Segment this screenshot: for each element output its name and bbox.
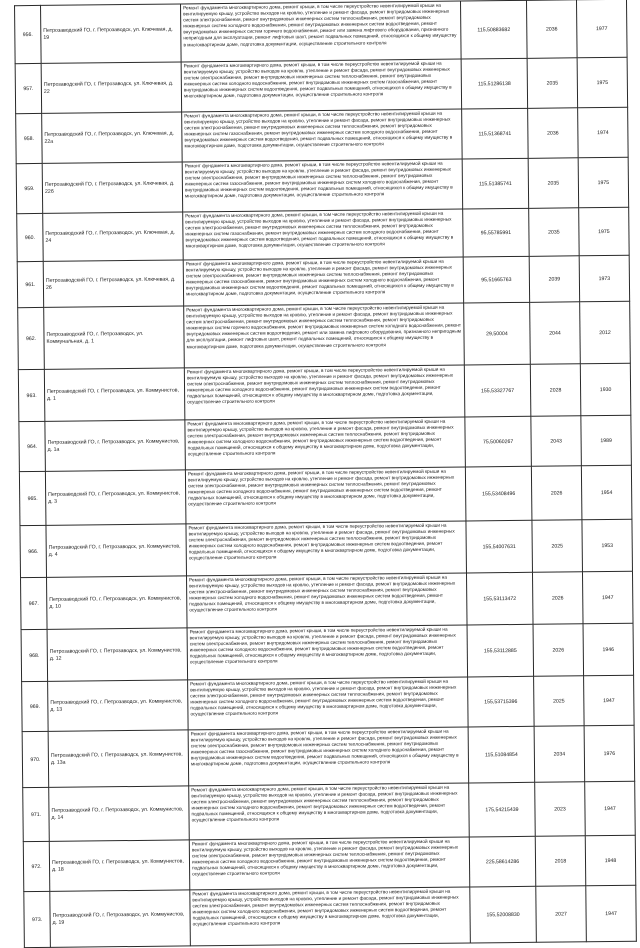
table-row <box>18 363 631 421</box>
planned-year-cell: 2043 <box>531 416 582 467</box>
cost-cell: 95,55785991 <box>463 208 529 257</box>
table-row <box>19 465 632 525</box>
cost-cell: 115,51286138 <box>461 58 528 109</box>
works-description-cell: Ремонт фундамента многоквартирного дома, ремонт крыши, в том числе переустройство невентилируемой крыши на вентилируемую крышу, устройство выходов на кровлю, утепление и ремонт фасада, ремонт внутридомовых инженерных систем электроснабжения, ремонт внутридомовых инженерных систем теплоснабжения, ремонт внутридомовых инженерных систем холодного водоснабжения, ремонт внутридомовых инженерных систем газоснабжения, ремонт внутридомовых инженерных систем водоотведения, ремонт подвальных помещений, относящихся к общему имуществу в многоквартирном доме, подготовка документации, осуществление строительного контроля <box>181 59 462 112</box>
cost-cell: 115,51368741 <box>462 108 529 159</box>
cost-cell: 29,50004 <box>464 302 531 365</box>
planned-year-cell: 2027 <box>536 886 587 943</box>
works-description-cell: Ремонт фундамента многоквартирного дома, ремонт крыши, в том числе переустройство невентилируемой крыши на вентилируемую крышу, устройство выходов на кровлю, утепление и ремонт фасада, ремонт внутридомовых инженерных систем электроснабжения, ремонт внутридомовых инженерных систем теплоснабжения, ремонт внутридомовых инженерных систем холодного водоснабжения, ремонт внутридомовых инженерных систем водоотведения, ремонт подвальных помещений, относящихся к общему имуществу в многоквартирном доме, подготовка документации, осуществление строительного контроля <box>185 467 466 524</box>
planned-year-cell: 2023 <box>535 782 586 837</box>
row-number: 960. <box>17 213 44 261</box>
works-description-cell: Ремонт фундамента многоквартирного дома, ремонт крыши, в том числе переустройство невентилируемой крыши на вентилируемую крышу, устройство выходов на кровлю, утепление и ремонт фасада, ремонт внутридомовых инженерных систем электроснабжения, ремонт внутридомовых инженерных систем теплоснабжения, ремонт внутридомовых инженерных систем холодного водоснабжения, ремонт внутридомовых инженерных систем водоотведения, ремонт внутридомовых инженерных систем горячего водоснабжения, ремонт или замена лифтового оборудования, признанного непригодным для эксплуатации, ремонт лифтовых шахт, ремонт подвальных помещений, относящихся к общему имуществу в многоквартирном доме, подготовка документации, осуществление строительного контроля <box>181 1 462 62</box>
address-cell: Петрозаводский ГО, г. Петрозаводск, ул. Коммунистов, д. 13а <box>48 730 189 787</box>
built-year-cell: 1947 <box>586 885 637 942</box>
works-description-cell: Ремонт фундамента многоквартирного дома, ремонт крыши, в том числе переустройство невентилируемой крыши на вентилируемую крышу, устройство выходов на кровлю, утепление и ремонт фасада, ремонт внутридомовых инженерных систем электроснабжения, ремонт внутридомовых инженерных систем теплоснабжения, ремонт внутридомовых инженерных систем холодного водоснабжения, ремонт внутридомовых инженерных систем водоотведения, ремонт подвальных помещений, относящихся к общему имуществу в многоквартирном доме, подготовка документации, осуществление строительного контроля <box>187 573 468 628</box>
table-row <box>21 571 634 629</box>
built-year-cell: 1989 <box>581 415 632 466</box>
works-description-cell: Ремонт фундамента многоквартирного дома, ремонт крыши, в том числе переустройство невентилируемой крыши на вентилируемую крышу, устройство выходов на кровлю, утепление и ремонт фасада, ремонт внутридомовых инженерных систем электроснабжения, ремонт внутридомовых инженерных систем теплоснабжения, ремонт внутридомовых инженерных систем газоснабжения, ремонт внутридомовых инженерных систем холодного водоснабжения, ремонт внутридомовых инженерных систем водоотведения, ремонт подвальных помещений, относящихся к общему имуществу в многоквартирном доме, подготовка документации, осуществление строительного контроля <box>183 257 463 306</box>
row-number: 959. <box>16 163 43 213</box>
built-year-cell: 1946 <box>583 623 634 676</box>
built-year-cell: 2012 <box>580 301 631 364</box>
row-number: 964. <box>19 421 46 471</box>
planned-year-cell: 2036 <box>528 108 579 159</box>
built-year-cell: 1954 <box>581 465 632 520</box>
built-year-cell: 1976 <box>584 725 635 782</box>
cost-cell: 155,54007631 <box>466 520 533 573</box>
address-cell: Петрозаводский ГО, г. Петрозаводск, ул. Ключевая, д. 19 <box>41 4 182 63</box>
built-year-cell: 1953 <box>582 519 633 572</box>
cost-cell: 95,51665763 <box>463 256 529 303</box>
works-description-cell: Ремонт фундамента многоквартирного дома, ремонт крыши, в том числе переустройство невентилируемой крыши на вентилируемую крышу, устройство выходов на кровлю, утепление и ремонт фасада, ремонт внутридомовых инженерных систем электроснабжения, ремонт внутридомовых инженерных систем теплоснабжения, ремонт внутридомовых инженерных систем горячего водоснабжения, ремонт внутридомовых инженерных систем холодного водоснабжения, ремонт внутридомовых инженерных систем водоотведения, ремонт или замена лифтового оборудования, признанного непригодным для эксплуатации, ремонт лифтовых шахт, ремонт подвальных помещений, относящихся к общему имуществу в многоквартирном доме, подготовка документации, осуществление строительного контроля <box>184 303 465 368</box>
row-number: 968. <box>21 629 48 681</box>
built-year-cell: 1975 <box>578 157 629 208</box>
address-cell: Петрозаводский ГО, г. Петрозаводск, ул. Ключевая, д. 22а <box>42 112 183 163</box>
row-number: 962. <box>18 307 45 369</box>
row-number: 957. <box>15 63 42 113</box>
built-year-cell: 1973 <box>579 255 629 302</box>
row-number: 961. <box>17 261 43 307</box>
planned-year-cell: 2039 <box>529 256 579 303</box>
address-cell: Петрозаводский ГО, г. Петрозаводск, ул. Коммунистов, д. 1а <box>45 420 186 471</box>
row-number: 966. <box>20 525 47 577</box>
capital-repair-table <box>14 0 637 948</box>
works-description-cell: Ремонт фундамента многоквартирного дома, ремонт крыши, в том числе переустройство невентилируемой крыши на вентилируемую крышу, устройство выходов на кровлю, утепление и ремонт фасада, ремонт внутридомовых инженерных систем электроснабжения, ремонт внутридомовых инженерных систем теплоснабжения, ремонт внутридомовых инженерных систем холодного водоснабжения, ремонт внутридомовых инженерных систем водоотведения, ремонт подвальных помещений, относящихся к общему имуществу в многоквартирном доме, подготовка документации, осуществление строительного контроля <box>187 625 468 680</box>
works-description-cell: Ремонт фундамента многоквартирного дома, ремонт крыши, в том числе переустройство невентилируемой крыши на вентилируемую крышу, устройство выходов на кровлю, утепление и ремонт фасада, ремонт внутридомовых инженерных систем электроснабжения, ремонт внутридомовых инженерных систем теплоснабжения, ремонт внутридомовых инженерных систем холодного водоснабжения, ремонт внутридомовых инженерных систем водоотведения, ремонт подвальных помещений, относящихся к общему имуществу в многоквартирном доме, подготовка документации, осуществление строительного контроля <box>190 887 471 946</box>
row-number: 973. <box>24 891 51 947</box>
cost-cell: 155,53715396 <box>468 676 535 727</box>
works-description-cell: Ремонт фундамента многоквартирного дома, ремонт крыши, в том числе переустройство невентилируемой крыши на вентилируемую крышу, устройство выходов на кровлю, утепление и ремонт фасада, ремонт внутридомовых инженерных систем электроснабжения, ремонт внутридомовых инженерных систем теплоснабжения, ремонт внутридомовых инженерных систем холодного водоснабжения, ремонт внутридомовых инженерных систем водоотведения, ремонт подвальных помещений, относящихся к общему имуществу в многоквартирном доме, подготовка документации, осуществление строительного контроля <box>189 837 470 890</box>
table-row <box>19 415 631 471</box>
built-year-cell: 1947 <box>582 571 633 624</box>
table-row <box>17 255 629 307</box>
planned-year-cell: 2026 <box>531 466 582 521</box>
row-number: 971. <box>23 787 50 841</box>
planned-year-cell: 2036 <box>526 0 577 58</box>
planned-year-cell: 2028 <box>530 364 581 417</box>
row-number: 972. <box>23 841 50 891</box>
built-year-cell: 1947 <box>584 675 635 726</box>
cost-cell: 115,50883682 <box>460 0 527 59</box>
works-description-cell: Ремонт фундамента многоквартирного дома, ремонт крыши, в том числе переустройство невентилируемой крыши на вентилируемую крышу, устройство выходов на кровлю, утепление и ремонт фасада, ремонт внутридомовых инженерных систем электроснабжения, ремонт внутридомовых инженерных систем теплоснабжения, ремонт внутридомовых инженерных систем холодного водоснабжения, ремонт внутридомовых инженерных систем водоотведения, ремонт подвальных помещений, относящихся к общему имуществу в многоквартирном доме, подготовка документации, осуществление строительного контроля <box>186 521 467 576</box>
address-cell: Петрозаводский ГО, г. Петрозаводск, ул. Коммунистов, д. 4 <box>46 524 187 577</box>
row-number: 963. <box>18 369 45 421</box>
document-page <box>14 0 635 927</box>
address-cell: Петрозаводский ГО, г. Петрозаводск, ул. Ключевая, д. 22б <box>42 162 183 213</box>
address-cell: Петрозаводский ГО, г. Петрозаводск, ул. Коммунистов, д. 18 <box>49 840 190 891</box>
address-cell: Петрозаводский ГО, г. Петрозаводск, ул. Ключевая, д. 26 <box>43 260 183 307</box>
planned-year-cell: 2025 <box>532 520 583 573</box>
table-row <box>22 725 635 787</box>
table-row <box>22 675 634 731</box>
works-description-cell: Ремонт фундамента многоквартирного дома, ремонт крыши, в том числе переустройство невентилируемой крыши на вентилируемую крышу, устройство выходов на кровлю, утепление и ремонт фасада, ремонт внутридомовых инженерных систем электроснабжения, ремонт внутридомовых инженерных систем теплоснабжения, ремонт внутридомовых инженерных систем холодного водоснабжения, ремонт внутридомовых инженерных систем водоотведения, ремонт подвальных помещений, относящихся к общему имуществу в многоквартирном доме, подготовка документации, осуществление строительного контроля <box>189 783 470 840</box>
cost-cell: 155,53327767 <box>464 364 531 417</box>
table-row <box>23 835 635 891</box>
cost-cell: 155,53113472 <box>466 572 533 625</box>
table-row <box>16 107 628 163</box>
address-cell: Петрозаводский ГО, г. Петрозаводск, ул. Коммунистов, д. 3 <box>45 470 186 525</box>
cost-cell: 155,53408496 <box>465 466 532 521</box>
address-cell: Петрозаводский ГО, г. Петрозаводск, ул. Коммунистов, д. 12 <box>47 628 188 681</box>
works-description-cell: Ремонт фундамента многоквартирного дома, ремонт крыши, в том числе переустройство невентилируемой крыши на вентилируемую крышу, устройство выходов на кровлю, утепление и ремонт фасада, ремонт внутридомовых инженерных систем электроснабжения, ремонт внутридомовых инженерных систем теплоснабжения, ремонт внутридомовых инженерных систем холодного водоснабжения, ремонт внутридомовых инженерных систем водоотведения, ремонт подвальных помещений, относящихся к общему имуществу в многоквартирном доме, подготовка документации, осуществление строительного контроля <box>185 417 466 470</box>
cost-cell: 115,51385741 <box>462 158 529 209</box>
cost-cell: 75,50060267 <box>465 416 532 467</box>
table-row <box>16 157 628 213</box>
row-number: 967. <box>21 577 48 629</box>
planned-year-cell: 2035 <box>529 208 579 257</box>
address-cell: Петрозаводский ГО, г. Петрозаводск, ул. Коммунистов, д. 14 <box>49 786 190 841</box>
row-number: 956. <box>15 5 42 63</box>
address-cell: Петрозаводский ГО, г. Петрозаводск, ул. Коммунистов, д. 13 <box>48 680 189 731</box>
planned-year-cell: 2034 <box>534 726 585 783</box>
address-cell: Петрозаводский ГО, г. Петрозаводск, ул. Коммунальная, д. 1 <box>44 306 185 369</box>
table-row <box>15 0 628 64</box>
table-body <box>15 0 637 948</box>
built-year-cell: 1930 <box>580 363 631 416</box>
planned-year-cell: 2026 <box>533 624 584 677</box>
address-cell: Петрозаводский ГО, г. Петрозаводск, ул. Коммунистов, д. 10 <box>47 576 188 629</box>
table-row <box>24 885 637 947</box>
table-row <box>21 623 634 681</box>
planned-year-cell: 2026 <box>532 572 583 625</box>
table-row <box>23 781 636 841</box>
row-number: 965. <box>19 471 46 525</box>
cost-cell: 155,53112885 <box>467 624 534 677</box>
row-number: 970. <box>22 731 49 787</box>
address-cell: Петрозаводский ГО, г. Петрозаводск, ул. Коммунистов, д. 1 <box>44 368 185 421</box>
cost-cell: 155,52008830 <box>470 886 537 943</box>
planned-year-cell: 2025 <box>534 676 585 727</box>
table-row <box>20 519 633 577</box>
built-year-cell: 1975 <box>579 207 629 256</box>
built-year-cell: 1977 <box>576 0 627 58</box>
built-year-cell: 1948 <box>585 835 636 886</box>
planned-year-cell: 2035 <box>528 158 579 209</box>
row-number: 958. <box>16 113 43 163</box>
works-description-cell: Ремонт фундамента многоквартирного дома, ремонт крыши, в том числе переустройство невентилируемой крыши на вентилируемую крышу, устройство выходов на кровлю, утепление и ремонт фасада, ремонт внутридомовых инженерных систем электроснабжения, ремонт внутридомовых инженерных систем теплоснабжения, ремонт внутридомовых инженерных систем холодного водоснабжения, ремонт внутридомовых инженерных систем водоотведения, ремонт подвальных помещений, относящихся к общему имуществу в многоквартирном доме, подготовка документации, осуществление строительного контроля <box>184 365 465 420</box>
cost-cell: 115,51084854 <box>468 726 535 783</box>
table-row <box>15 57 627 113</box>
built-year-cell: 1947 <box>585 781 636 836</box>
works-description-cell: Ремонт фундамента многоквартирного дома, ремонт крыши, в том числе переустройство невентилируемой крыши на вентилируемую крышу, устройство выходов на кровлю, утепление и ремонт фасада, ремонт внутридомовых инженерных систем электроснабжения, ремонт внутридомовых инженерных систем теплоснабжения, ремонт внутридомовых инженерных систем газоснабжения, ремонт внутридомовых инженерных систем холодного водоснабжения, ремонт внутридомовых инженерных систем водоотведения, ремонт подвальных помещений, относящихся к общему имуществу в многоквартирном доме, подготовка документации, осуществление строительного контроля <box>183 209 463 260</box>
works-description-cell: Ремонт фундамента многоквартирного дома, ремонт крыши, в том числе переустройство невентилируемой крыши на вентилируемую крышу, устройство выходов на кровлю, утепление и ремонт фасада, ремонт внутридомовых инженерных систем электроснабжения, ремонт внутридомовых инженерных систем теплоснабжения, ремонт внутридомовых инженерных систем газоснабжения, ремонт внутридомовых инженерных систем холодного водоснабжения, ремонт внутридомовых инженерных систем водоотведения, ремонт подвальных помещений, относящихся к общему имуществу в многоквартирном доме, подготовка документации, осуществление строительного контроля <box>188 727 469 786</box>
planned-year-cell: 2035 <box>527 58 578 109</box>
built-year-cell: 1974 <box>578 107 629 158</box>
table-row <box>17 207 629 261</box>
works-description-cell: Ремонт фундамента многоквартирного дома, ремонт крыши, в том числе переустройство невентилируемой крыши на вентилируемую крышу, устройство выходов на кровлю, утепление и ремонт фасада, ремонт внутридомовых инженерных систем электроснабжения, ремонт внутридомовых инженерных систем теплоснабжения, ремонт внутридомовых инженерных систем газоснабжения, ремонт внутридомовых инженерных систем холодного водоснабжения, ремонт внутридомовых инженерных систем водоотведения, ремонт подвальных помещений, относящихся к общему имуществу в многоквартирном доме, подготовка документации, осуществление строительного контроля <box>182 109 463 162</box>
built-year-cell: 1975 <box>577 57 628 108</box>
table-row <box>18 301 631 369</box>
planned-year-cell: 2018 <box>535 836 586 887</box>
address-cell: Петрозаводский ГО, г. Петрозаводск, ул. Коммунистов, д. 19 <box>50 890 191 947</box>
planned-year-cell: 2044 <box>530 302 581 365</box>
works-description-cell: Ремонт фундамента многоквартирного дома, ремонт крыши, в том числе переустройство невентилируемой крыши на вентилируемую крышу, устройство выходов на кровлю, утепление и ремонт фасада, ремонт внутридомовых инженерных систем электроснабжения, ремонт внутридомовых инженерных систем теплоснабжения, ремонт внутридомовых инженерных систем газоснабжения, ремонт внутридомовых инженерных систем холодного водоснабжения, ремонт внутридомовых инженерных систем водоотведения, ремонт подвальных помещений, относящихся к общему имуществу в многоквартирном доме, подготовка документации, осуществление строительного контроля <box>182 159 463 212</box>
cost-cell: 225,58614286 <box>469 836 536 887</box>
works-description-cell: Ремонт фундамента многоквартирного дома, ремонт крыши, в том числе переустройство невентилируемой крыши на вентилируемую крышу, устройство выходов на кровлю, утепление и ремонт фасада, ремонт внутридомовых инженерных систем электроснабжения, ремонт внутридомовых инженерных систем теплоснабжения, ремонт внутридомовых инженерных систем холодного водоснабжения, ремонт внутридомовых инженерных систем водоотведения, ремонт подвальных помещений, относящихся к общему имуществу в многоквартирном доме, подготовка документации, осуществление строительного контроля <box>188 677 469 730</box>
address-cell: Петрозаводский ГО, г. Петрозаводск, ул. Ключевая, д. 24 <box>43 212 183 261</box>
address-cell: Петрозаводский ГО, г. Петрозаводск, ул. Ключевая, д. 22 <box>41 62 182 113</box>
row-number: 969. <box>22 681 49 731</box>
cost-cell: 175,54215439 <box>469 782 536 837</box>
